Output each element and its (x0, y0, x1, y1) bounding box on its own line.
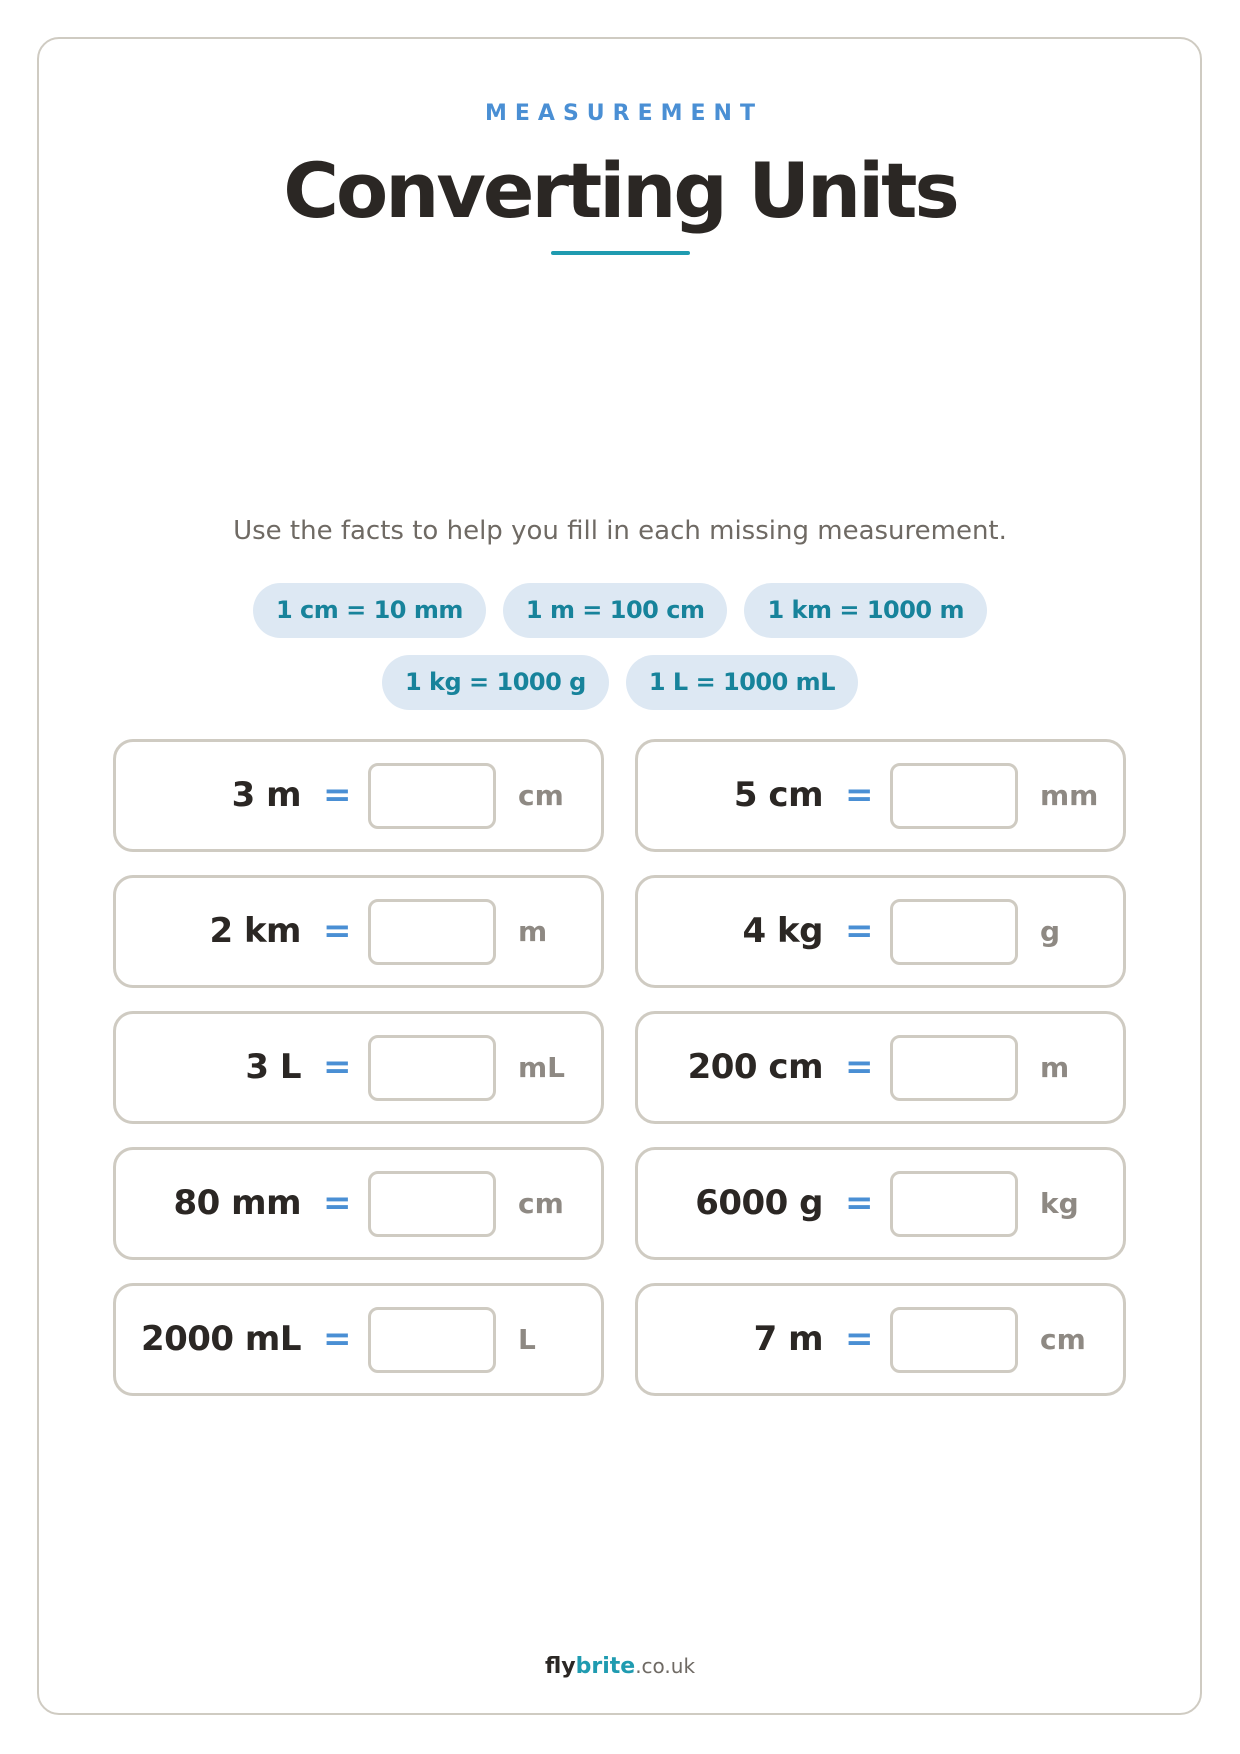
target-unit: cm (518, 1187, 564, 1220)
equals-sign: = (845, 1319, 874, 1359)
problem-card (113, 1283, 604, 1396)
target-unit: mm (1040, 779, 1099, 812)
answer-box[interactable] (368, 763, 496, 829)
brand-domain: .co.uk (635, 1654, 696, 1678)
equals-sign: = (323, 1319, 352, 1359)
problem-card (635, 1011, 1126, 1124)
fact-chip: 1 L = 1000 mL (626, 655, 858, 710)
problems-grid (113, 739, 1126, 1396)
instructions-text: Use the facts to help you fill in each missing measurement. (233, 516, 1007, 546)
problem-card (113, 739, 604, 852)
title-underline (551, 251, 690, 255)
target-unit: g (1040, 915, 1061, 948)
fact-chip: 1 m = 100 cm (503, 583, 728, 638)
answer-box[interactable] (890, 1035, 1018, 1101)
problem-card (635, 739, 1126, 852)
given-measurement: 3 m (231, 775, 301, 815)
problem-card (113, 1011, 604, 1124)
facts-list (150, 583, 1090, 710)
given-measurement: 200 cm (687, 1047, 823, 1087)
equals-sign: = (845, 1047, 874, 1087)
target-unit: L (518, 1323, 536, 1356)
brand-brite: brite (575, 1654, 636, 1679)
answer-box[interactable] (890, 1171, 1018, 1237)
target-unit: m (518, 915, 548, 948)
target-unit: cm (518, 779, 564, 812)
target-unit: kg (1040, 1187, 1079, 1220)
given-measurement: 7 m (753, 1319, 823, 1359)
answer-box[interactable] (890, 763, 1018, 829)
answer-box[interactable] (368, 1307, 496, 1373)
equals-sign: = (845, 775, 874, 815)
equals-sign: = (845, 1183, 874, 1223)
fact-chip: 1 km = 1000 m (744, 583, 987, 638)
problem-card (635, 1147, 1126, 1260)
brand-fly: fly (544, 1654, 576, 1679)
target-unit: cm (1040, 1323, 1086, 1356)
problem-card (113, 875, 604, 988)
answer-box[interactable] (368, 1171, 496, 1237)
equals-sign: = (323, 1183, 352, 1223)
answer-box[interactable] (890, 899, 1018, 965)
problem-card (113, 1147, 604, 1260)
footer-brand (0, 1654, 1240, 1679)
given-measurement: 6000 g (695, 1183, 823, 1223)
page-title: Converting Units (283, 146, 957, 235)
given-measurement: 2000 mL (140, 1319, 301, 1359)
problem-card (635, 875, 1126, 988)
fact-chip: 1 cm = 10 mm (253, 583, 486, 638)
given-measurement: 5 cm (733, 775, 823, 815)
answer-box[interactable] (890, 1307, 1018, 1373)
fact-chip: 1 kg = 1000 g (382, 655, 609, 710)
target-unit: m (1040, 1051, 1070, 1084)
answer-box[interactable] (368, 1035, 496, 1101)
equals-sign: = (323, 775, 352, 815)
answer-box[interactable] (368, 899, 496, 965)
given-measurement: 4 kg (742, 911, 823, 951)
equals-sign: = (845, 911, 874, 951)
equals-sign: = (323, 1047, 352, 1087)
equals-sign: = (323, 911, 352, 951)
given-measurement: 3 L (245, 1047, 301, 1087)
eyebrow-label: MEASUREMENT (485, 101, 763, 126)
given-measurement: 80 mm (173, 1183, 301, 1223)
given-measurement: 2 km (209, 911, 301, 951)
target-unit: mL (518, 1051, 566, 1084)
problem-card (635, 1283, 1126, 1396)
